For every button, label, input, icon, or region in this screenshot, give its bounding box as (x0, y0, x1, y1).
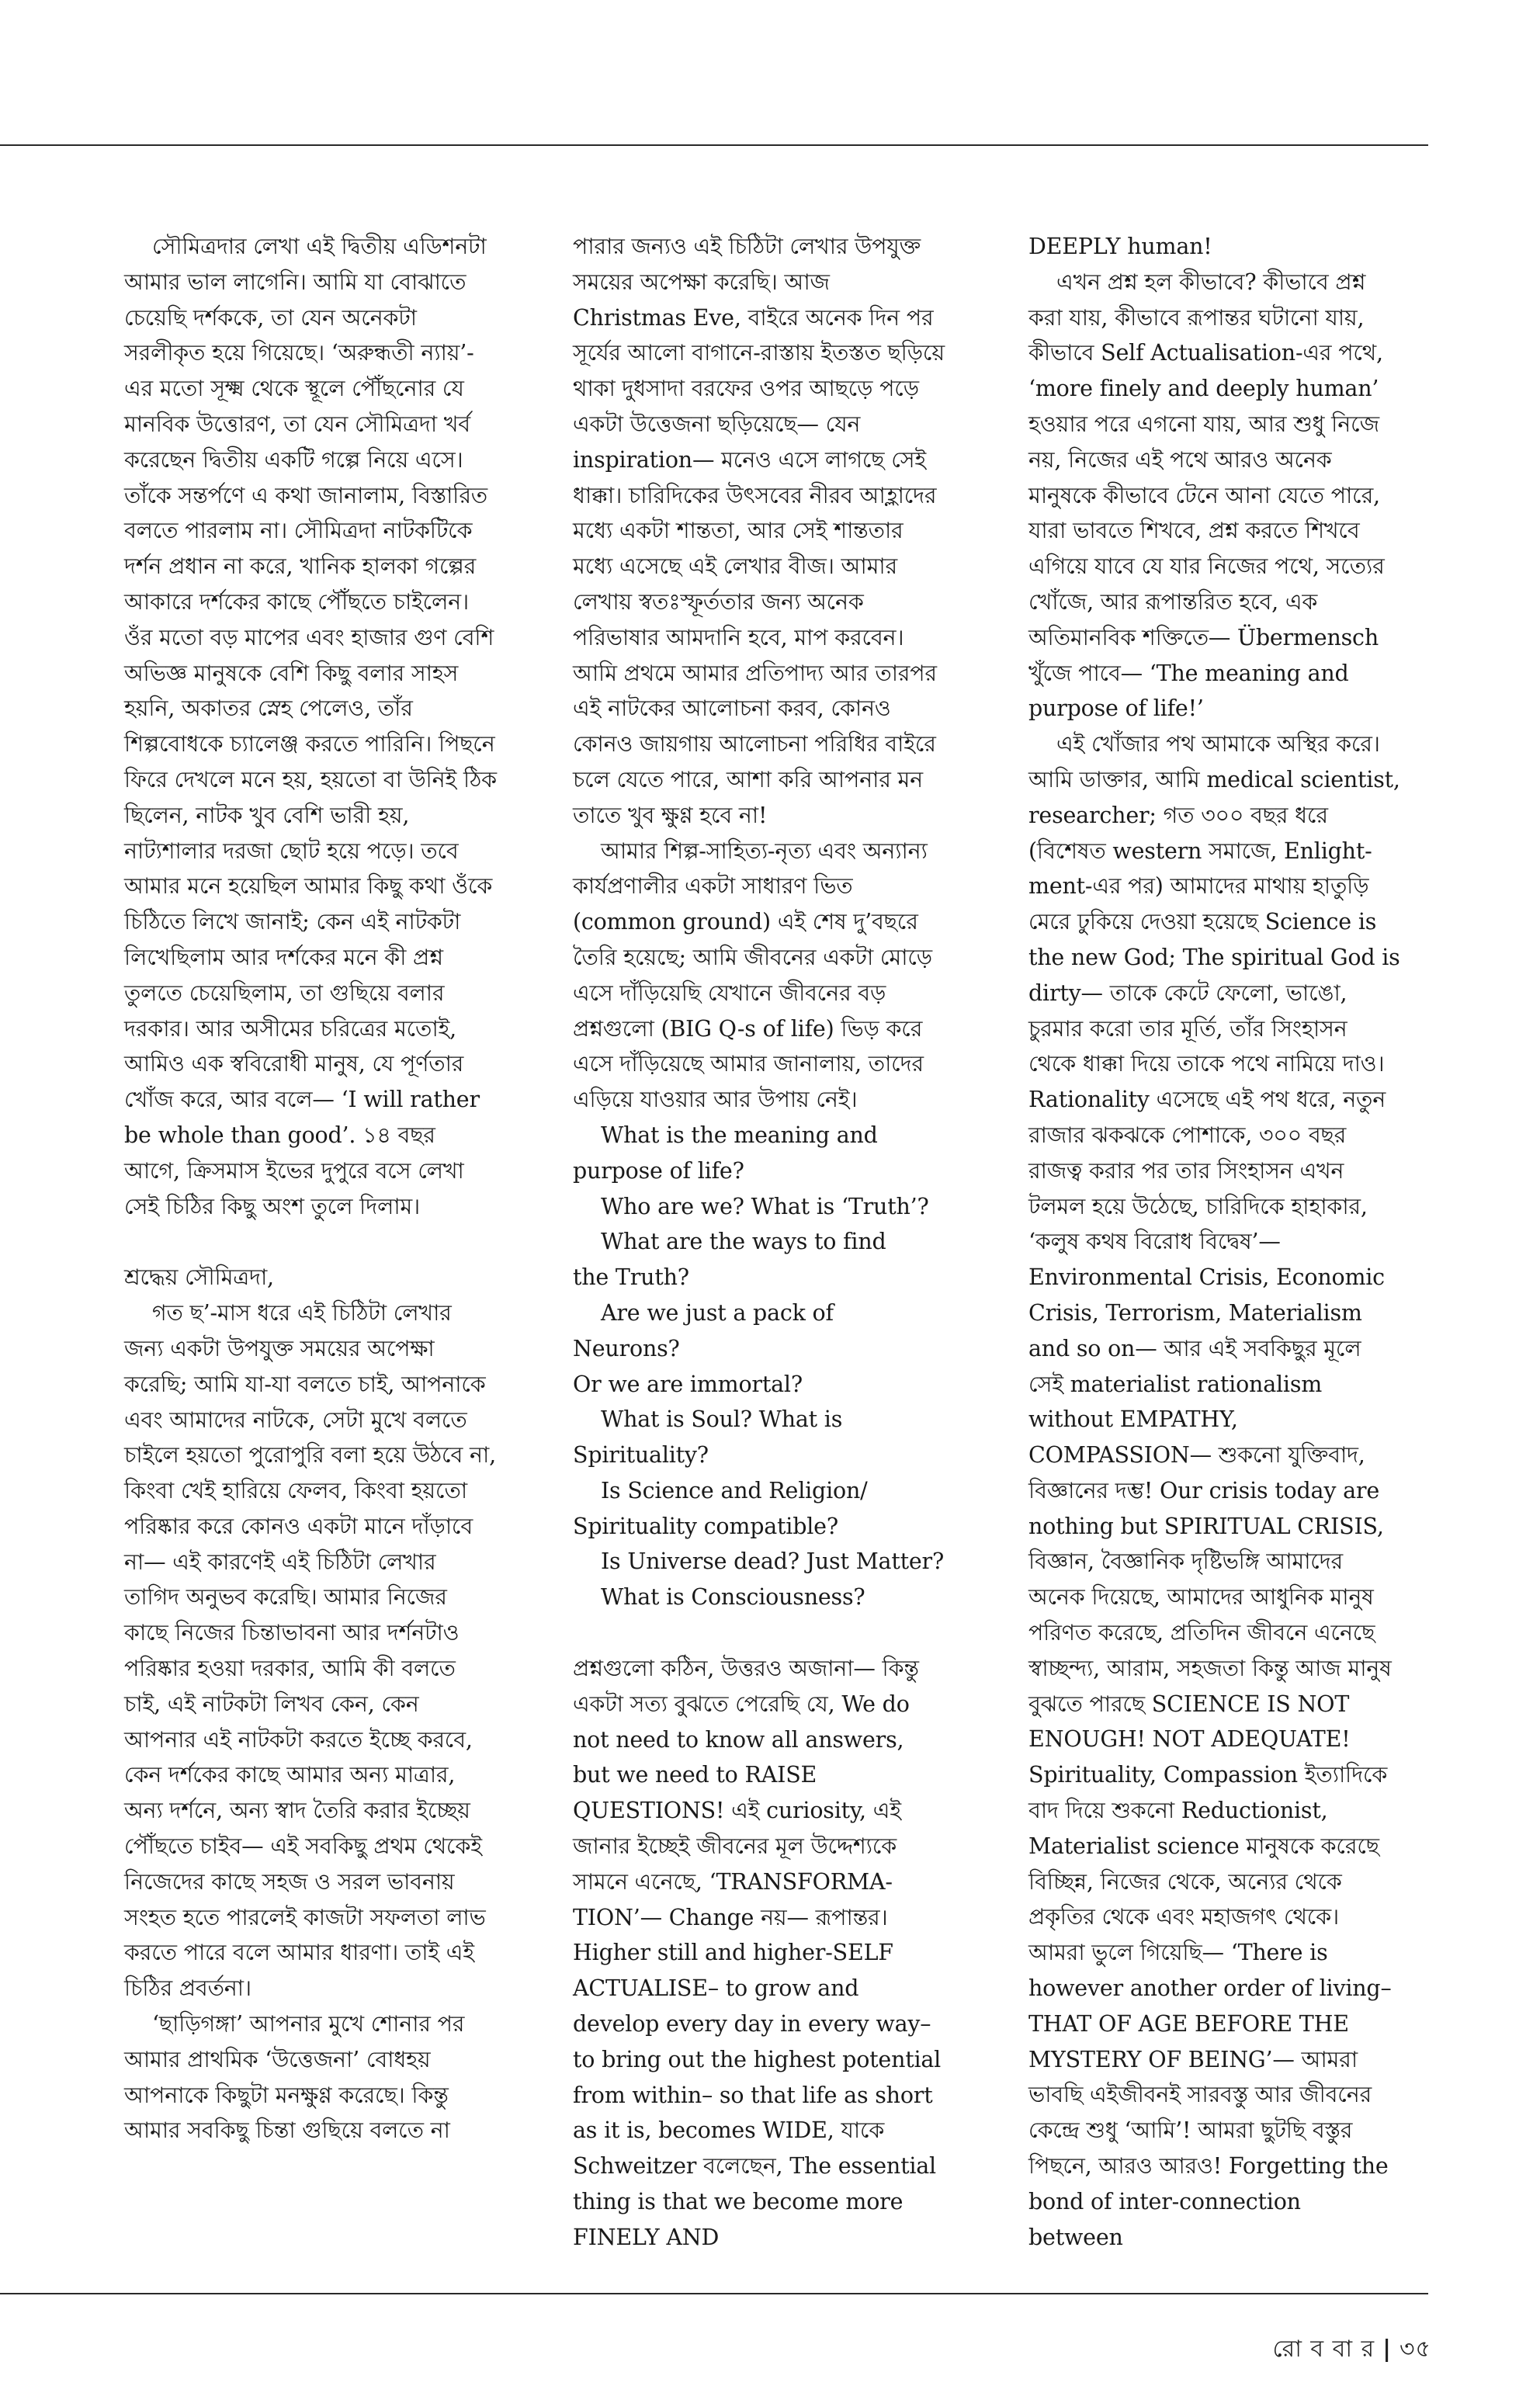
column2-paragraph-2: আমার শিল্প-সাহিত্য-নৃত্য এবং অন্যান্য কার্যপ্রণালীর একটা সাধারণ ভিত (common ground) এই শেষ দু’বছরে তৈরি হয়েছে; আমি জীবনের একটা মোড়ে এসে দাঁড়িয়েছি যেখানে জীবনের বড় প্রশ্নগুলো (BIG Q-s of life) ভিড় করে এসে দাঁড়িয়েছে আমার জানালায়, তাদের এড়িয়ে যাওয়ার আর উপায় নেই। (573, 838, 932, 1113)
question-line: Who are we? What is ‘Truth’? (601, 1193, 929, 1219)
question-line: purpose of life? (573, 1157, 744, 1184)
column2-paragraph-1: পারার জন্যও এই চিঠিটা লেখার উপযুক্ত সময়ের অপেক্ষা করেছি। আজ Christmas Eve, বাইরে অনেক দিন পর সূর্যের আলো বাগানে-রাস্তায় ইতস্তত ছড়িয়ে থাকা দুধসাদা বরফের ওপর আছড়ে পড়ে একটা উত্তেজনা ছড়িয়েছে— যেন inspiration— মনেও এসে লাগছে সেই ধাক্কা। চারিদিকের উৎসবের নীরব আহ্লাদের মধ্যে একটা শান্ততা, আর সেই শান্ততার মধ্যে এসেছে এই লেখার বীজ। আমার লেখায় স্বতঃস্ফূর্ততার জন্য অনেক পরিভাষার আমদানি হবে, মাপ করবেন। আমি প্রথমে আমার প্রতিপাদ্য আর তারপর এই নাটকের আলোচনা করব, কোনও কোনও জায়গায় আলোচনা পরিধির বাইরে চলে যেতে পারে, আশা করি আপনার মন তাতে খুব ক্ষুণ্ণ হবে না! (573, 234, 945, 828)
question-line: What is Consciousness? (601, 1584, 865, 1611)
question-line: What is the meaning and (601, 1122, 878, 1148)
footer-separator: | (1382, 2336, 1393, 2363)
question-line: Is Universe dead? Just Matter? (601, 1549, 945, 1575)
question-line: Are we just a pack of Neurons? (573, 1299, 834, 1361)
letter-salutation: শ্রদ্ধেয় সৌমিত্রদা, (124, 1264, 274, 1291)
page-footer (1273, 2330, 1431, 2370)
column1-paragraph-1: সৌমিত্রদার লেখা এই দ্বিতীয় এডিশনটা আমার ভাল লাগেনি। আমি যা বোঝাতে চেয়েছি দর্শককে, তা যেন অনেকটা সরলীকৃত হয়ে গিয়েছে। ‘অরুন্ধতী ন্যায়’-এর মতো সূক্ষ্ম থেকে স্থূলে পৌঁছনোর যে মানবিক উত্তোরণ, তা যেন সৌমিত্রদা খর্ব করেছেন দ্বিতীয় একটি গল্পে নিয়ে এসে। তাঁকে সন্তর্পণে এ কথা জানালাম, বিস্তারিত বলতে পারলাম না। সৌমিত্রদা নাটকটিকে দর্শন প্রধান না করে, খানিক হালকা গল্পের আকারে দর্শকের কাছে পৌঁছতে চাইলেন। ওঁর মতো বড় মাপের এবং হাজার গুণ বেশি অভিজ্ঞ মানুষকে বেশি কিছু বলার সাহস হয়নি, অকাতর স্নেহ পেলেও, তাঁর শিল্পবোধকে চ্যালেঞ্জ করতে পারিনি। পিছনে ফিরে দেখলে মনে হয়, হয়তো বা উনিই ঠিক ছিলেন, নাটক খুব বেশি ভারী হয়, নাট্যশালার দরজা ছোট হয়ে পড়ে। তবে আমার মনে হয়েছিল আমার কিছু কথা ওঁকে চিঠিতে লিখে জানাই; কেন এই নাটকটা লিখেছিলাম আর দর্শকের মনে কী প্রশ্ন তুলতে চেয়েছিলাম, তা গুছিয়ে বলার দরকার। আর অসীমের চরিত্রের মতোই, আমিও এক স্ববিরোধী মানুষ, যে পূর্ণতার খোঁজ করে, আর বলে— ‘I will rather be whole than good’. ১৪ বছর আগে, ক্রিসমাস ইভের দুপুরে বসে লেখা সেই চিঠির কিছু অংশ তুলে দিলাম। (124, 234, 497, 1219)
column3-paragraph-3: এই খোঁজার পথ আমাকে অস্থির করে। আমি ডাক্তার, আমি medical scientist, researcher; গত ৩০০ বছর ধরে (বিশেষত western সমাজে, Enlight-ment-এর পর) আমাদের মাথায় হাতুড়ি মেরে ঢুকিয়ে দেওয়া হয়েছে Science is the new God; The spiritual God is dirty— তাকে কেটে ফেলো, ভাঙো, চুরমার করো তার মূর্তি, তাঁর সিংহাসন থেকে ধাক্কা দিয়ে তাকে পথে নামিয়ে দাও। Rationality এসেছে এই পথ ধরে, নতুন রাজার ঝকঝকে পোশাকে, ৩০০ বছর রাজত্ব করার পর তার সিংহাসন এখন টলমল হয়ে উঠেছে, চারিদিকে হাহাকার, ‘কলুষ কথষ বিরোধ বিদ্বেষ’— Environmental Crisis, Economic Crisis, Terrorism, Materialism and so on— আর এই সবকিছুর মূলে সেই materialist rationalism without EMPATHY, COMPASSION— শুকনো যুক্তিবাদ, বিজ্ঞানের দম্ভ! Our crisis today are nothing but SPIRITUAL CRISIS, বিজ্ঞান, বৈজ্ঞানিক দৃষ্টিভঙ্গি আমাদের অনেক দিয়েছে, আমাদের আধুনিক মানুষ পরিণত করেছে, প্রতিদিন জীবনে এনেছে স্বাচ্ছন্দ্য, আরাম, সহজতা কিন্তু আজ মানুষ বুঝতে পারছে SCIENCE IS NOT ENOUGH! NOT ADEQUATE! Spirituality, Compassion ইত্যাদিকে বাদ দিয়ে শুকনো Reductionist, Materialist science মানুষকে করেছে বিচ্ছিন্ন, নিজের থেকে, অন্যের থেকে প্রকৃতির থেকে এবং মহাজগৎ থেকে। আমরা ভুলে গিয়েছি— ‘There is however another order of living– THAT OF AGE BEFORE THE MYSTERY OF BEING’— আমরা ভাবছি এইজীবনই সারবস্তু আর জীবনের কেন্দ্রে শুধু ‘আমি’! আমরা ছুটছি বস্তুর পিছনে, আরও আরও! Forgetting the bond of inter-connection between (1028, 731, 1400, 2250)
column1-paragraph-2: গত ছ’-মাস ধরে এই চিঠিটা লেখার জন্য একটা উপযুক্ত সময়ের অপেক্ষা করেছি; আমি যা-যা বলতে চাই, আপনাকে এবং আমাদের নাটকে, সেটা মুখে বলতে চাইলে হয়তো পুরোপুরি বলা হয়ে উঠবে না, কিংবা খেই হারিয়ে ফেলব, কিংবা হয়তো পরিষ্কার করে কোনও একটা মানে দাঁড়াবে না— এই কারণেই এই চিঠিটা লেখার তাগিদ অনুভব করেছি। আমার নিজের কাছে নিজের চিন্তাভাবনা আর দর্শনটাও পরিষ্কার হওয়া দরকার, আমি কী বলতে চাই, এই নাটকটা লিখব কেন, কেন আপনার এই নাটকটা করতে ইচ্ছে করবে, কেন দর্শকের কাছে আমার অন্য মাত্রার, অন্য দর্শনে, অন্য স্বাদ তৈরি করার ইচ্ছেয় পৌঁছতে চাইব— এই সবকিছু প্রথম থেকেই নিজেদের কাছে সহজ ও সরল ভাবনায় সংহত হতে পারলেই কাজটা সফলতা লাভ করতে পারে বলে আমার ধারণা। তাই এই চিঠির প্রবর্তনা। (124, 1300, 496, 2002)
magazine-name: রো ব বা র (1272, 2336, 1375, 2363)
question-line: What are the ways to find (601, 1229, 886, 1255)
top-rule (0, 144, 1428, 146)
question-line: Spirituality? (573, 1442, 709, 1469)
question-line: What is Soul? What is (601, 1406, 843, 1433)
column1-paragraph-3: ‘ছাড়িগঙ্গা’ আপনার মুখে শোনার পর আমার প্রাথমিক ‘উত্তেজনা’ বোধহয় আপনাকে কিছুটা মনক্ষুণ্ণ করেছে। কিন্তু আমার সবকিছু চিন্তা গুছিয়ে বলতে না (124, 2011, 465, 2144)
column3-paragraph-1: DEEPLY human! (1028, 234, 1212, 259)
question-line: Spirituality compatible? (573, 1513, 838, 1539)
page-number: ৩৫ (1400, 2336, 1431, 2363)
article-column-1 (124, 229, 497, 2148)
question-line: the Truth? (573, 1264, 689, 1291)
bottom-rule (0, 2293, 1428, 2294)
article-column-2 (573, 229, 945, 2256)
article-column-3 (1028, 229, 1401, 2255)
column2-paragraph-3: প্রশ্নগুলো কঠিন, উত্তরও অজানা— কিন্তু একটা সত্য বুঝতে পেরেছি যে, We do not need to know all answers, but we need to RAISE QUESTIONS! এই curiosity, এই জানার ইচ্ছেই জীবনের মূল উদ্দেশ্যকে সামনে এনেছে, ‘TRANSFORMA-TION’— Change নয়— রূপান্তর। Higher still and higher-SELF ACTUALISE– to grow and develop every day in every way– to bring out the highest potential from within– so that life as short as it is, becomes WIDE, যাকে Schweitzer বলেছেন, The essential thing is that we become more FINELY AND (573, 1656, 942, 2250)
question-line: Or we are immortal? (573, 1371, 803, 1397)
question-line: Is Science and Religion/ (601, 1477, 868, 1503)
questions-list (573, 1118, 945, 1615)
column3-paragraph-2: এখন প্রশ্ন হল কীভাবে? কীভাবে প্রশ্ন করা যায়, কীভাবে রূপান্তর ঘটানো যায়, কীভাবে Self Actualisation-এর পথে, ‘more finely and deeply human’ হওয়ার পরে এগনো যায়, আর শুধু নিজে নয়, নিজের এই পথে আরও অনেক মানুষকে কীভাবে টেনে আনা যেতে পারে, যারা ভাবতে শিখবে, প্রশ্ন করতে শিখবে এগিয়ে যাবে যে যার নিজের পথে, সত্যের খোঁজে, আর রূপান্তরিত হবে, এক অতিমানবিক শক্তিতে— Übermensch খুঁজে পাবে— ‘The meaning and purpose of life!’ (1028, 269, 1385, 722)
